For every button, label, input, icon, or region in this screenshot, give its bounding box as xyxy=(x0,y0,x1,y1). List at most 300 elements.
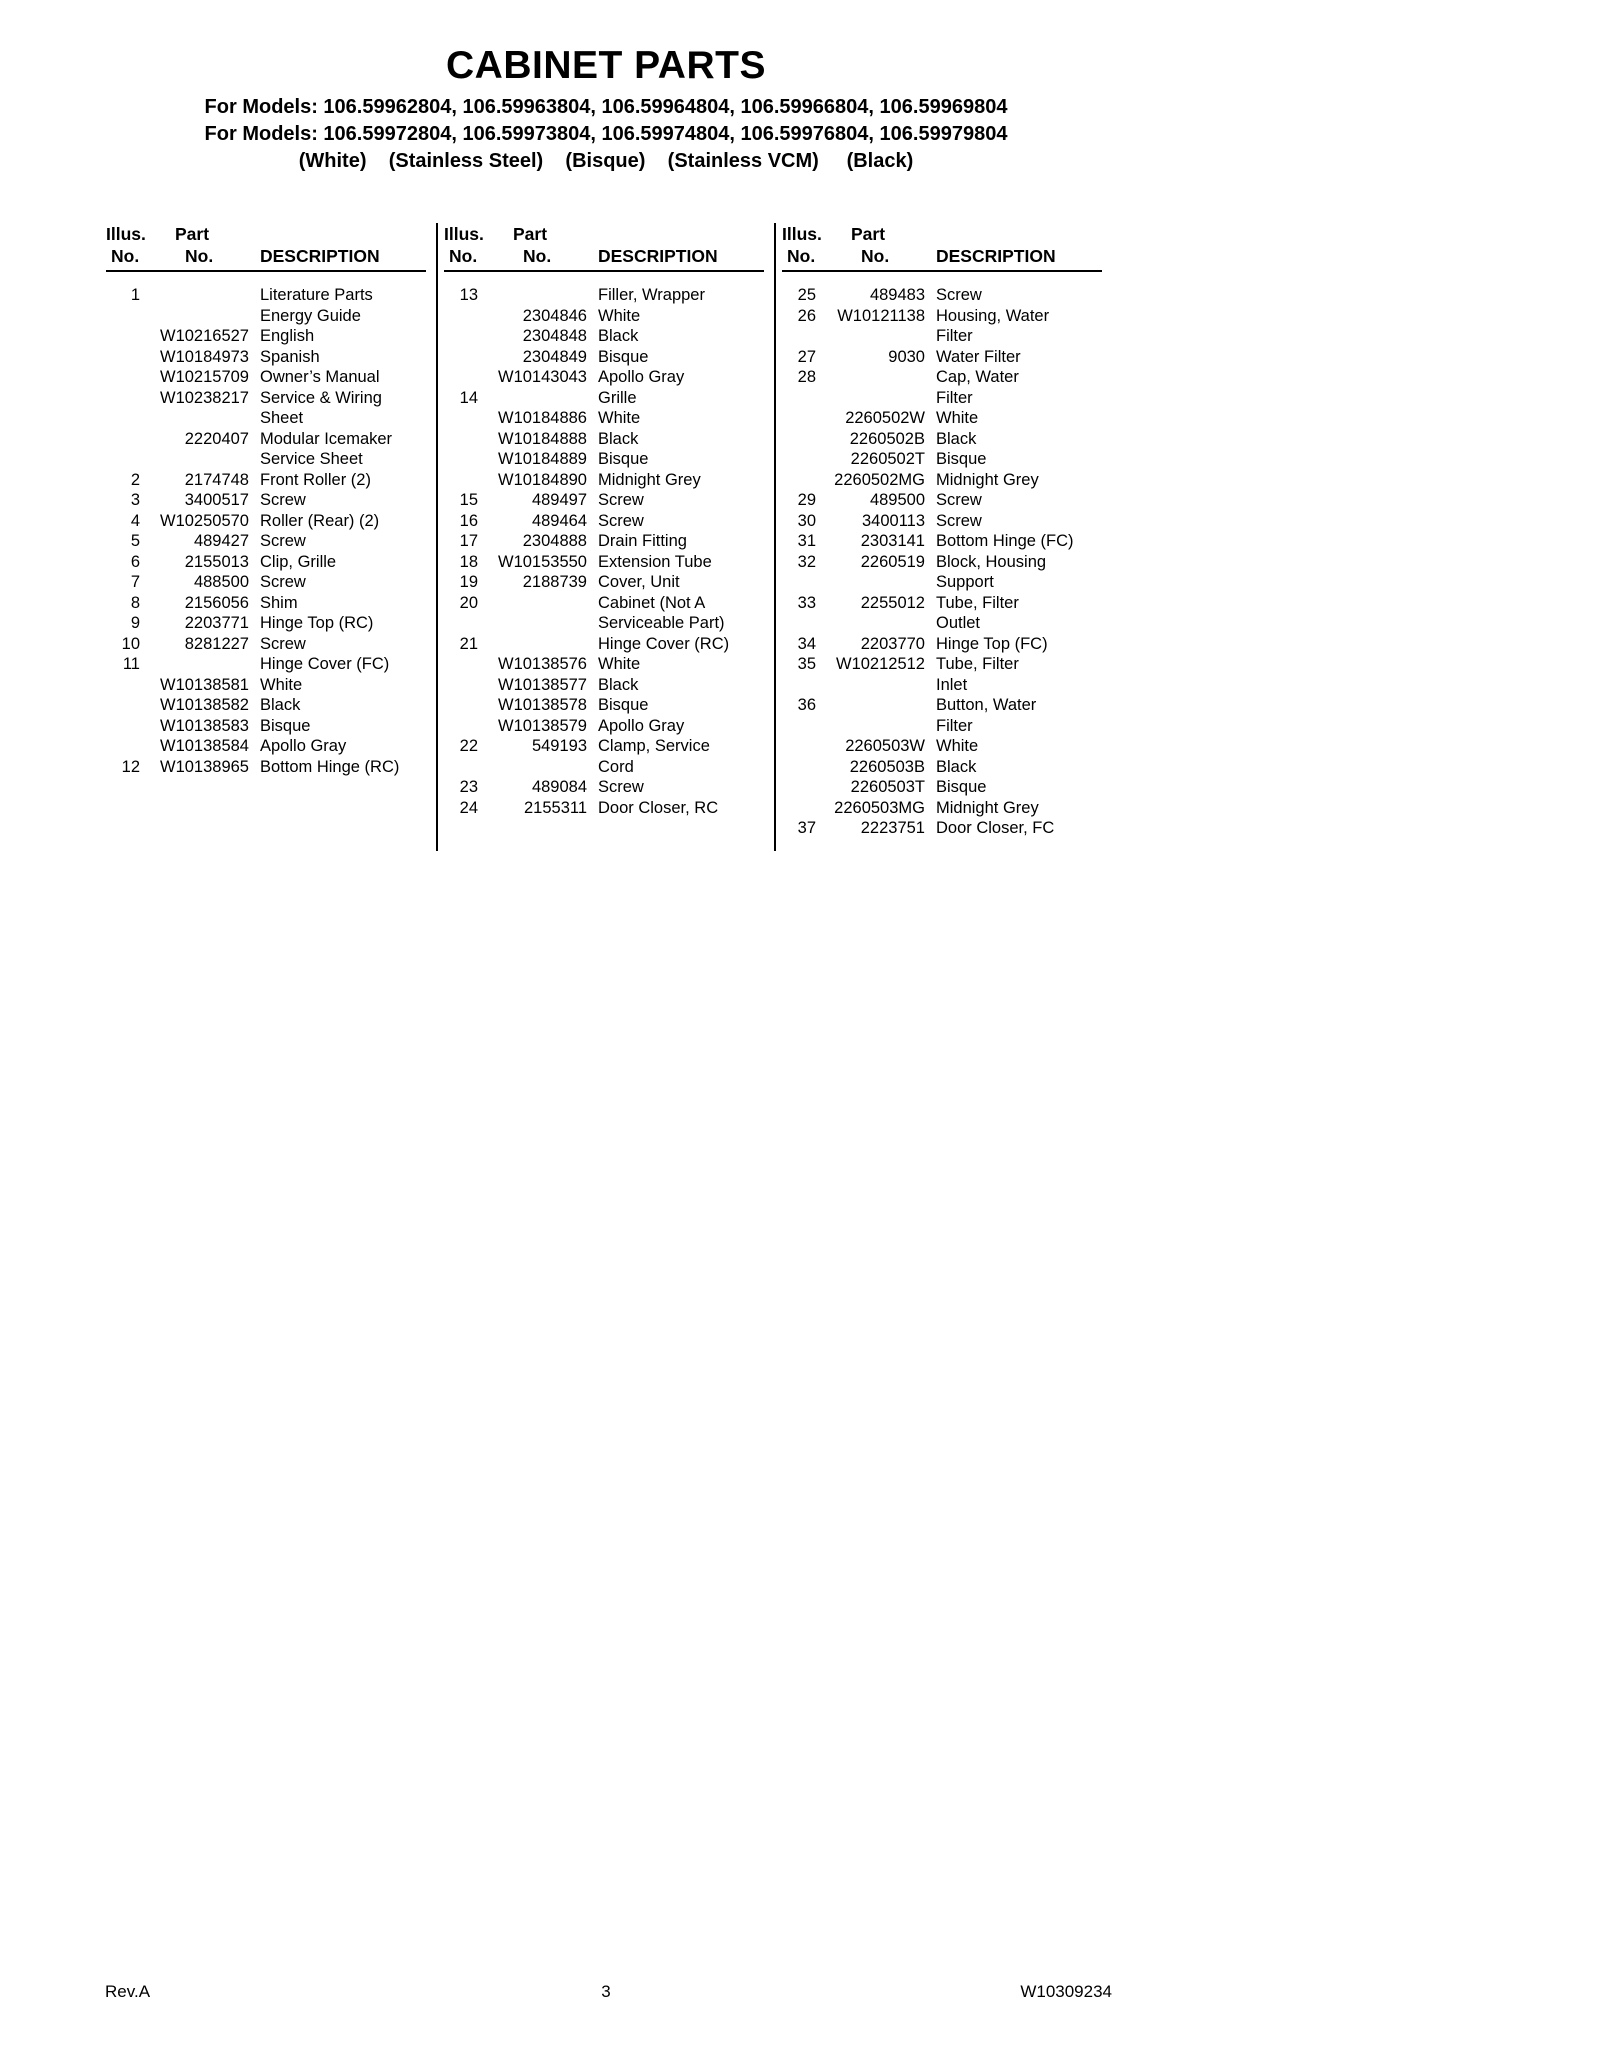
illus-no-cell: 26 xyxy=(797,306,816,325)
part-no-cell xyxy=(825,716,925,737)
illus-no-cell: 22 xyxy=(459,737,478,755)
description-cell: Filter xyxy=(936,388,973,407)
part-no-cell: 2260502MG xyxy=(834,470,925,489)
illus-no-cell: 10 xyxy=(121,634,140,653)
part-no-cell: 2260503B xyxy=(849,757,925,776)
illus-no-cell xyxy=(106,675,140,696)
illus-no-cell xyxy=(106,306,140,327)
part-no-cell xyxy=(487,634,587,655)
table-row xyxy=(782,675,1102,696)
table-row xyxy=(106,470,426,491)
description-cell: Screw xyxy=(936,511,982,530)
parts-column-2 xyxy=(436,223,774,851)
table-row xyxy=(444,634,764,655)
part-no-cell xyxy=(487,757,587,778)
table-row xyxy=(444,675,764,696)
table-row xyxy=(782,716,1102,737)
column-header-row-1 xyxy=(444,223,764,245)
table-row xyxy=(106,531,426,552)
part-no-cell: W10184889 xyxy=(498,450,587,468)
table-row xyxy=(444,798,764,819)
description-cell: Screw xyxy=(598,511,644,530)
table-row xyxy=(444,470,764,491)
illus-no-cell xyxy=(106,716,140,737)
illus-no-cell xyxy=(444,367,478,388)
description-cell: Cord xyxy=(598,757,634,776)
illus-no-cell xyxy=(106,736,140,757)
part-no-cell: 2156056 xyxy=(184,593,249,612)
illus-no-cell: 23 xyxy=(459,778,478,796)
illus-no-cell: 18 xyxy=(459,552,478,571)
table-row xyxy=(782,429,1102,450)
description-cell: Bottom Hinge (FC) xyxy=(936,532,1074,550)
description-cell: Extension Tube xyxy=(598,552,712,571)
table-row xyxy=(782,347,1102,368)
illus-no-cell xyxy=(444,675,478,696)
illus-no-cell xyxy=(782,736,816,757)
header-spacer xyxy=(934,223,1102,245)
table-row xyxy=(444,285,764,306)
description-cell: Modular Icemaker xyxy=(260,429,393,448)
description-cell: Bisque xyxy=(936,778,987,796)
illus-no-cell xyxy=(444,408,478,429)
part-no-cell: 2155013 xyxy=(184,552,249,571)
table-row xyxy=(782,285,1102,306)
illus-no-cell xyxy=(782,798,816,819)
description-cell: Literature Parts xyxy=(260,286,373,304)
table-row xyxy=(106,429,426,450)
column-header-row-1 xyxy=(782,223,1102,245)
description-cell: White xyxy=(598,409,641,427)
table-row xyxy=(106,654,426,675)
table-row xyxy=(106,634,426,655)
description-cell: Shim xyxy=(260,593,298,612)
illus-no-cell xyxy=(782,388,816,409)
part-no-cell: 3400113 xyxy=(861,511,925,530)
description-cell: Hinge Top (RC) xyxy=(260,614,374,632)
part-header-label: Part xyxy=(513,224,548,244)
description-cell: Midnight Grey xyxy=(936,470,1039,489)
part-no-cell: 2260503MG xyxy=(834,798,925,817)
illus-no-cell: 32 xyxy=(797,552,816,571)
revision-label: Rev.A xyxy=(105,1982,151,2001)
description-cell: Hinge Top (FC) xyxy=(936,634,1048,653)
part-no-cell: W10138583 xyxy=(160,716,249,735)
table-row xyxy=(106,552,426,573)
part-no-cell: W10138577 xyxy=(498,675,587,694)
illus-no-cell: 11 xyxy=(122,655,140,673)
description-cell: Filter xyxy=(936,327,973,345)
illus-no-cell: 36 xyxy=(797,696,816,714)
illus-no-cell xyxy=(444,449,478,470)
illus-no-cell: 37 xyxy=(797,819,816,837)
part-no-cell: W10215709 xyxy=(160,368,249,386)
table-row xyxy=(106,593,426,614)
description-cell: Filler, Wrapper xyxy=(598,286,705,304)
table-row xyxy=(782,613,1102,634)
description-cell: Clamp, Service xyxy=(598,737,710,755)
page-title: CABINET PARTS xyxy=(446,44,766,87)
table-row xyxy=(444,490,764,511)
illus-no-cell: 19 xyxy=(459,573,478,591)
part-no-cell xyxy=(825,572,925,593)
illus-header-label: Illus. xyxy=(782,224,822,244)
part-no-cell: 9030 xyxy=(888,347,925,366)
part-no-cell: W10184973 xyxy=(160,347,249,366)
description-cell: Screw xyxy=(260,532,306,550)
description-header-label: DESCRIPTION xyxy=(598,246,718,266)
part-no-cell: 2174748 xyxy=(184,470,249,489)
description-cell: Black xyxy=(598,429,639,448)
table-row xyxy=(782,593,1102,614)
table-row xyxy=(106,306,426,327)
description-cell: Door Closer, FC xyxy=(936,819,1055,837)
illus-no-cell: 12 xyxy=(121,757,140,776)
table-row xyxy=(106,572,426,593)
part-no-cell: W10184890 xyxy=(498,470,587,489)
table-row xyxy=(782,367,1102,388)
description-cell: Door Closer, RC xyxy=(598,798,719,817)
description-cell: Housing, Water xyxy=(936,306,1050,325)
illus-no-cell xyxy=(444,757,478,778)
illus-no-cell xyxy=(444,613,478,634)
illus-no-cell: 35 xyxy=(797,655,816,673)
table-row xyxy=(444,572,764,593)
description-cell: Screw xyxy=(936,491,982,509)
illus-no-cell xyxy=(782,757,816,778)
part-no-cell: W10138576 xyxy=(498,655,587,673)
part-no-cell: 2255012 xyxy=(860,593,925,612)
part-no-cell: W10184886 xyxy=(498,409,587,427)
illus-no-cell: 5 xyxy=(130,532,140,550)
table-row xyxy=(106,408,426,429)
models-line-1: For Models: 106.59962804, 106.59963804, 106.59964804, 106.59966804, 106.59969804 xyxy=(204,96,1008,118)
part-no-cell: 2203771 xyxy=(184,614,249,632)
description-cell: White xyxy=(260,675,303,694)
table-row xyxy=(106,675,426,696)
table-row xyxy=(782,654,1102,675)
table-row xyxy=(782,408,1102,429)
table-row xyxy=(444,408,764,429)
illus-no-cell xyxy=(782,675,816,696)
description-cell: Screw xyxy=(598,778,644,796)
table-row xyxy=(782,777,1102,798)
table-row xyxy=(782,634,1102,655)
part-no-cell xyxy=(825,367,925,388)
description-cell: Serviceable Part) xyxy=(598,614,725,632)
description-cell: Black xyxy=(260,696,301,714)
part-no-cell: 2203770 xyxy=(860,634,925,653)
description-cell: Black xyxy=(598,327,639,345)
illus-no-cell xyxy=(782,326,816,347)
document-number: W10309234 xyxy=(1020,1982,1112,2001)
description-cell: White xyxy=(936,409,979,427)
illus-no-cell: 16 xyxy=(459,511,478,530)
illus-no-cell: 2 xyxy=(130,470,140,489)
column-rows xyxy=(782,285,1102,839)
table-row xyxy=(444,306,764,327)
table-row xyxy=(444,367,764,388)
description-cell: Apollo Gray xyxy=(260,737,347,755)
description-cell: Bisque xyxy=(598,696,649,714)
illus-no-cell xyxy=(782,449,816,470)
part-no-cell: 2260502T xyxy=(850,450,925,468)
part-no-cell: 2304849 xyxy=(522,347,587,366)
illus-no-cell: 4 xyxy=(130,511,140,530)
part-no-cell: 2220407 xyxy=(184,429,249,448)
illus-no-cell: 20 xyxy=(459,593,478,612)
part-no-cell: 2260503T xyxy=(850,778,925,796)
description-cell: Apollo Gray xyxy=(598,368,685,386)
illus-no-cell xyxy=(782,572,816,593)
illus-no-cell: 13 xyxy=(459,286,478,304)
column-rows xyxy=(106,285,426,777)
description-cell: Spanish xyxy=(260,347,320,366)
illus-no-cell xyxy=(782,716,816,737)
description-cell: Water Filter xyxy=(936,347,1021,366)
part-no-cell: W10138581 xyxy=(160,675,249,694)
description-header-label: DESCRIPTION xyxy=(260,246,380,266)
part-no-cell: 489084 xyxy=(531,778,587,796)
table-row xyxy=(782,695,1102,716)
table-row xyxy=(782,798,1102,819)
illus-no-cell: 8 xyxy=(130,593,140,612)
part-no-cell xyxy=(825,613,925,634)
header-spacer xyxy=(596,223,764,245)
column-header-row-2 xyxy=(782,245,1102,267)
table-row xyxy=(106,367,426,388)
part-no-cell: 488500 xyxy=(193,573,249,591)
description-cell: Tube, Filter xyxy=(936,655,1019,673)
illus-no-cell: 29 xyxy=(797,491,816,509)
part-no-cell: 489427 xyxy=(193,532,249,550)
table-row xyxy=(782,449,1102,470)
column-header xyxy=(444,223,764,272)
description-cell: Energy Guide xyxy=(260,306,361,325)
table-row xyxy=(106,449,426,470)
table-row xyxy=(444,777,764,798)
part-no-cell: W10184888 xyxy=(498,429,587,448)
illus-no-cell: 9 xyxy=(130,614,140,632)
models-line-2: For Models: 106.59972804, 106.59973804, 106.59974804, 106.59976804, 106.59979804 xyxy=(204,123,1008,145)
table-row xyxy=(782,470,1102,491)
part-no-cell: W10138579 xyxy=(498,716,587,735)
part-no-cell: 489464 xyxy=(531,511,587,530)
illus-no-cell xyxy=(106,347,140,368)
description-cell: Cover, Unit xyxy=(598,573,680,591)
description-cell: Button, Water xyxy=(936,696,1037,714)
parts-column-1 xyxy=(100,223,436,851)
part-no-cell xyxy=(149,449,249,470)
column-header-row-2 xyxy=(444,245,764,267)
description-cell: Midnight Grey xyxy=(598,470,701,489)
part-no-cell: 2304846 xyxy=(522,306,587,325)
part-no-header-label: No. xyxy=(185,246,214,266)
description-cell: Bisque xyxy=(936,450,987,468)
part-no-cell: W10143043 xyxy=(498,368,587,386)
part-no-cell xyxy=(487,388,587,409)
table-row xyxy=(782,736,1102,757)
illus-no-cell xyxy=(106,388,140,409)
illus-no-cell xyxy=(782,429,816,450)
table-row xyxy=(782,572,1102,593)
header-spacer xyxy=(258,223,426,245)
document-content xyxy=(100,0,1112,851)
column-rows xyxy=(444,285,764,818)
part-no-cell: W10138578 xyxy=(498,696,587,714)
parts-column-3 xyxy=(774,223,1112,851)
description-cell: Screw xyxy=(260,573,306,591)
description-cell: White xyxy=(598,306,641,325)
part-header-label: Part xyxy=(851,224,886,244)
column-header-row-2 xyxy=(106,245,426,267)
illus-no-cell: 21 xyxy=(459,634,478,653)
description-cell: White xyxy=(936,737,979,755)
illus-no-header-label: No. xyxy=(787,246,816,266)
part-no-cell: 2260502B xyxy=(849,429,925,448)
part-no-cell xyxy=(149,654,249,675)
part-no-cell: W10250570 xyxy=(160,511,249,530)
part-no-cell: 2188739 xyxy=(522,573,587,591)
description-cell: Black xyxy=(598,675,639,694)
description-cell: Screw xyxy=(598,491,644,509)
illus-no-cell xyxy=(444,470,478,491)
column-header-row-1 xyxy=(106,223,426,245)
description-cell: Roller (Rear) (2) xyxy=(260,511,380,530)
illus-no-cell: 15 xyxy=(459,491,478,509)
description-cell: Grille xyxy=(598,388,637,407)
part-no-cell: 489483 xyxy=(869,286,925,304)
illus-no-cell: 1 xyxy=(130,286,140,304)
table-row xyxy=(444,347,764,368)
description-cell: Block, Housing xyxy=(936,552,1047,571)
part-no-cell: 2303141 xyxy=(860,532,925,550)
illus-no-cell xyxy=(782,408,816,429)
part-no-cell: 2304888 xyxy=(522,532,587,550)
description-cell: Black xyxy=(936,757,977,776)
illus-no-cell xyxy=(106,408,140,429)
table-row xyxy=(106,757,426,778)
illus-no-cell: 3 xyxy=(130,491,140,509)
part-no-cell: W10153550 xyxy=(498,552,587,571)
part-no-cell: 2223751 xyxy=(860,819,925,837)
part-no-cell: W10138965 xyxy=(160,757,249,776)
table-row xyxy=(444,511,764,532)
description-cell: English xyxy=(260,327,315,345)
description-cell: Bisque xyxy=(260,716,311,735)
illus-no-cell: 28 xyxy=(797,368,816,386)
description-cell: Clip, Grille xyxy=(260,552,337,571)
illus-no-cell xyxy=(444,326,478,347)
table-row xyxy=(444,388,764,409)
illus-no-cell xyxy=(106,449,140,470)
description-cell: White xyxy=(598,655,641,673)
part-no-cell xyxy=(149,306,249,327)
parts-table xyxy=(100,223,1112,851)
description-cell: Screw xyxy=(260,491,306,509)
table-row xyxy=(782,306,1102,327)
description-cell: Hinge Cover (RC) xyxy=(598,634,730,653)
illus-no-cell: 6 xyxy=(130,552,140,571)
description-cell: Black xyxy=(936,429,977,448)
table-row xyxy=(444,695,764,716)
part-no-cell: 2155311 xyxy=(523,798,587,817)
finishes-line: (White) (Stainless Steel) (Bisque) (Stainless VCM) (Black) xyxy=(298,150,914,172)
table-row xyxy=(444,654,764,675)
part-no-cell xyxy=(825,695,925,716)
table-row xyxy=(444,552,764,573)
table-row xyxy=(444,757,764,778)
part-no-cell xyxy=(825,388,925,409)
table-row xyxy=(782,552,1102,573)
description-cell: Sheet xyxy=(260,409,304,427)
description-cell: Tube, Filter xyxy=(936,593,1019,612)
description-cell: Support xyxy=(936,573,994,591)
table-row xyxy=(782,511,1102,532)
illus-no-cell xyxy=(106,367,140,388)
illus-no-header-label: No. xyxy=(111,246,140,266)
description-cell: Service & Wiring xyxy=(260,388,382,407)
table-row xyxy=(106,490,426,511)
description-header-label: DESCRIPTION xyxy=(936,246,1056,266)
illus-no-cell xyxy=(782,470,816,491)
table-row xyxy=(106,347,426,368)
illus-no-cell: 14 xyxy=(459,388,478,407)
part-no-cell: W10121138 xyxy=(837,306,925,325)
illus-no-cell xyxy=(444,306,478,327)
illus-no-cell: 27 xyxy=(797,347,816,366)
illus-no-cell xyxy=(106,326,140,347)
page-number: 3 xyxy=(601,1982,611,2001)
table-row xyxy=(106,695,426,716)
description-cell: Screw xyxy=(936,286,982,304)
table-row xyxy=(782,388,1102,409)
description-cell: Owner’s Manual xyxy=(260,368,380,386)
part-no-cell: W10138584 xyxy=(160,737,249,755)
part-no-header-label: No. xyxy=(523,246,552,266)
column-header xyxy=(106,223,426,272)
description-cell: Cap, Water xyxy=(936,368,1019,386)
part-no-header-label: No. xyxy=(861,246,890,266)
illus-header-label: Illus. xyxy=(444,224,484,244)
table-row xyxy=(106,511,426,532)
illus-no-cell xyxy=(444,716,478,737)
description-cell: Outlet xyxy=(936,614,981,632)
part-no-cell: 489497 xyxy=(531,491,587,509)
illus-no-cell xyxy=(444,429,478,450)
description-cell: Front Roller (2) xyxy=(260,470,371,489)
illus-no-cell: 25 xyxy=(797,286,816,304)
part-no-cell xyxy=(487,593,587,614)
illus-no-cell xyxy=(444,695,478,716)
illus-no-cell xyxy=(444,347,478,368)
part-no-cell xyxy=(487,613,587,634)
column-header xyxy=(782,223,1102,272)
part-no-cell: 2260503W xyxy=(845,737,925,755)
part-no-cell: 3400517 xyxy=(184,491,249,509)
illus-no-cell xyxy=(444,654,478,675)
table-row xyxy=(444,326,764,347)
description-cell: Cabinet (Not A xyxy=(598,593,706,612)
description-cell: Bisque xyxy=(598,347,649,366)
table-row xyxy=(444,429,764,450)
part-no-cell: 549193 xyxy=(531,737,587,755)
part-no-cell xyxy=(825,326,925,347)
table-row xyxy=(106,326,426,347)
table-row xyxy=(782,757,1102,778)
illus-no-cell: 31 xyxy=(797,532,816,550)
description-cell: Inlet xyxy=(936,675,968,694)
